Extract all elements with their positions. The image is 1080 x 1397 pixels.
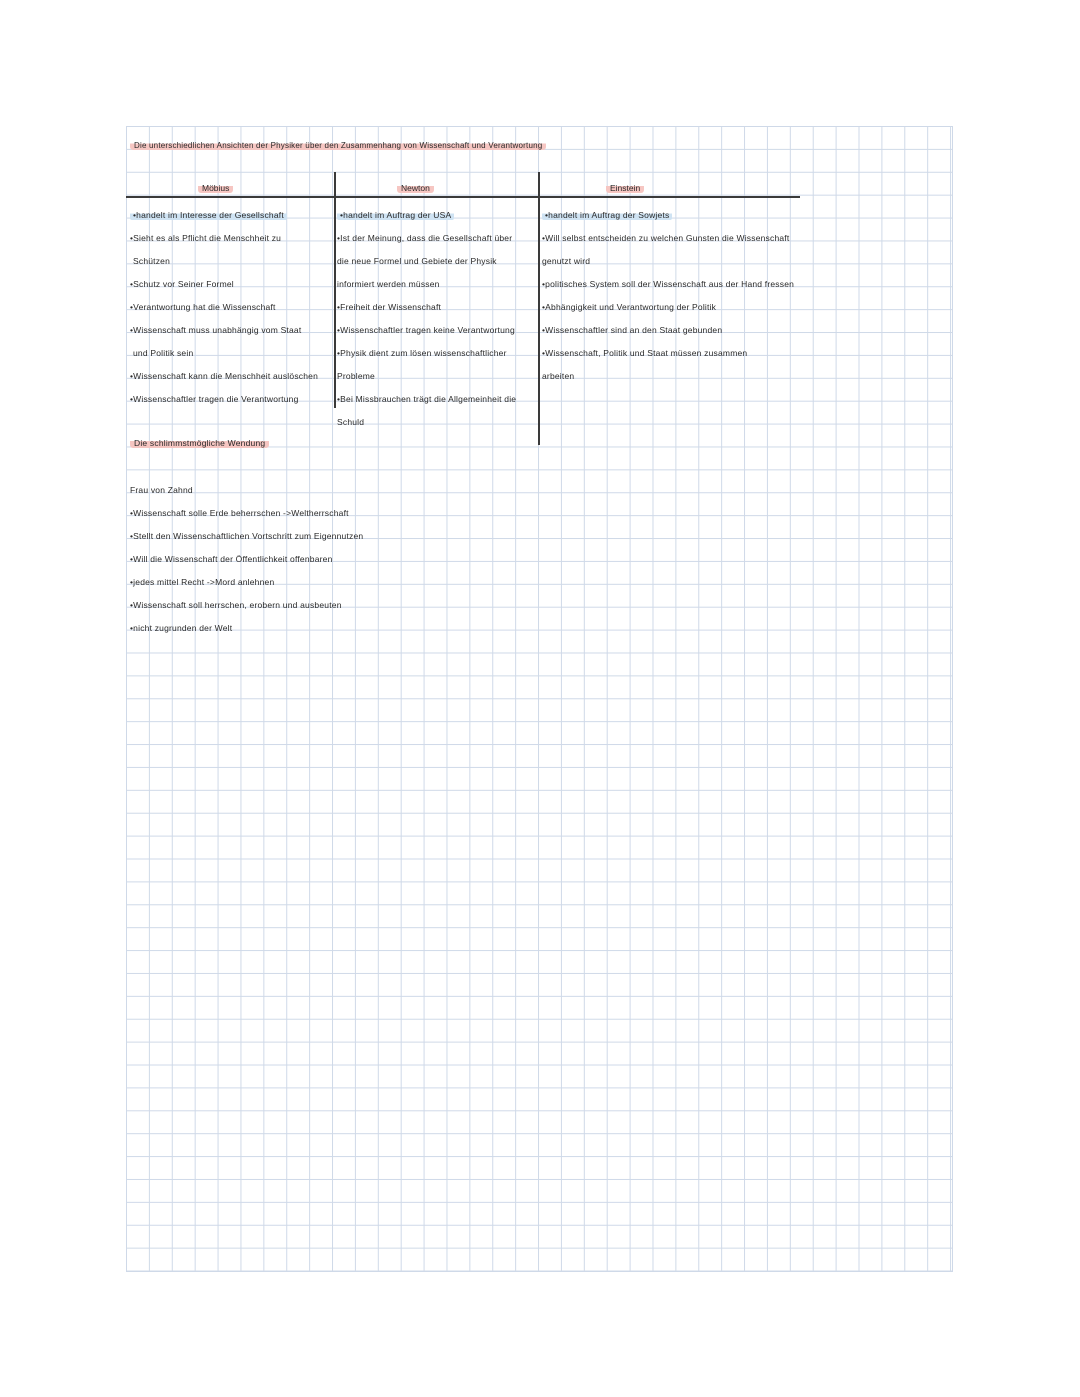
zahnd-line-6: •nicht zugrunden der Welt bbox=[130, 623, 233, 633]
newton-line-3: die neue Formel und Gebiete der Physik bbox=[337, 256, 497, 266]
page-title bbox=[130, 141, 546, 151]
einstein-line-4: •politisches System soll der Wissenschaft aus der Hand fressen bbox=[542, 279, 795, 289]
newton-line-2: •Ist der Meinung, dass die Gesellschaft über bbox=[337, 233, 513, 243]
list-item: •handelt im Interesse der Gesellschaft bbox=[130, 210, 287, 220]
column-heading-text: Möbius bbox=[198, 183, 233, 193]
moebius-line-5: •Verantwortung hat die Wissenschaft bbox=[130, 302, 276, 312]
zahnd-line-3: •Will die Wissenschaft der Öffentlichkeit offenbaren bbox=[130, 554, 333, 564]
zahnd-line-5: •Wissenschaft soll herrschen, erobern und ausbeuten bbox=[130, 600, 342, 610]
moebius-line-6: •Wissenschaft muss unabhängig vom Staat bbox=[130, 325, 302, 335]
grid-paper bbox=[126, 126, 953, 1272]
newton-line-9: •Bei Missbrauchen trägt die Allgemeinheit die bbox=[337, 394, 517, 404]
newton-line-6: •Wissenschaftler tragen keine Verantwortung bbox=[337, 325, 515, 335]
newton-line-1 bbox=[337, 210, 454, 220]
list-item: •handelt im Auftrag der Sowjets bbox=[542, 210, 672, 220]
section-subheading: Frau von Zahnd bbox=[130, 485, 193, 495]
zahnd-line-4: •jedes mittel Recht ->Mord anlehnen bbox=[130, 577, 275, 587]
newton-line-7: •Physik dient zum lösen wissenschaftlicher bbox=[337, 348, 507, 358]
einstein-line-7: •Wissenschaft, Politik und Staat müssen zusammen bbox=[542, 348, 748, 358]
einstein-line-1 bbox=[542, 210, 672, 220]
zahnd-line-2: •Stellt den Wissenschaftlichen Vortschritt zum Eigennutzen bbox=[130, 531, 364, 541]
column-heading-text: Einstein bbox=[606, 183, 644, 193]
moebius-line-9: •Wissenschaftler tragen die Verantwortung bbox=[130, 394, 299, 404]
einstein-line-3: genutzt wird bbox=[542, 256, 591, 266]
zahnd-line-1: •Wissenschaft solle Erde beherrschen ->Weltherrschaft bbox=[130, 508, 349, 518]
einstein-line-6: •Wissenschaftler sind an den Staat gebunden bbox=[542, 325, 723, 335]
column-divider-2 bbox=[538, 172, 540, 445]
moebius-line-1 bbox=[130, 210, 287, 220]
newton-line-10: Schuld bbox=[337, 417, 365, 427]
moebius-line-7: und Politik sein bbox=[133, 348, 194, 358]
moebius-line-8: •Wissenschaft kann die Menschheit auslöschen bbox=[130, 371, 319, 381]
newton-line-5: •Freiheit der Wissenschaft bbox=[337, 302, 442, 312]
section-heading bbox=[130, 438, 269, 448]
einstein-line-2: •Will selbst entscheiden zu welchen Gunsten die Wissenschaft bbox=[542, 233, 790, 243]
einstein-line-8: arbeiten bbox=[542, 371, 575, 381]
einstein-line-5: •Abhängigkeit und Verantwortung der Politik bbox=[542, 302, 717, 312]
table-header-rule bbox=[126, 196, 800, 198]
newton-line-4: informiert werden müssen bbox=[337, 279, 440, 289]
column-heading-text: Newton bbox=[397, 183, 434, 193]
page-title-text: Die unterschiedlichen Ansichten der Physiker über den Zusammenhang von Wissenschaft und Verantwortung bbox=[130, 141, 546, 150]
moebius-line-4: •Schutz vor Seiner Formel bbox=[130, 279, 234, 289]
column-divider-1 bbox=[334, 172, 336, 408]
column-heading-moebius bbox=[198, 183, 233, 193]
moebius-line-2: •Sieht es als Pflicht die Menschheit zu bbox=[130, 233, 282, 243]
column-heading-newton bbox=[397, 183, 434, 193]
moebius-line-3: Schützen bbox=[133, 256, 171, 266]
list-item: •handelt im Auftrag der USA bbox=[337, 210, 454, 220]
section-heading-text: Die schlimmstmögliche Wendung bbox=[130, 438, 269, 448]
column-heading-einstein bbox=[606, 183, 644, 193]
newton-line-8: Probleme bbox=[337, 371, 375, 381]
